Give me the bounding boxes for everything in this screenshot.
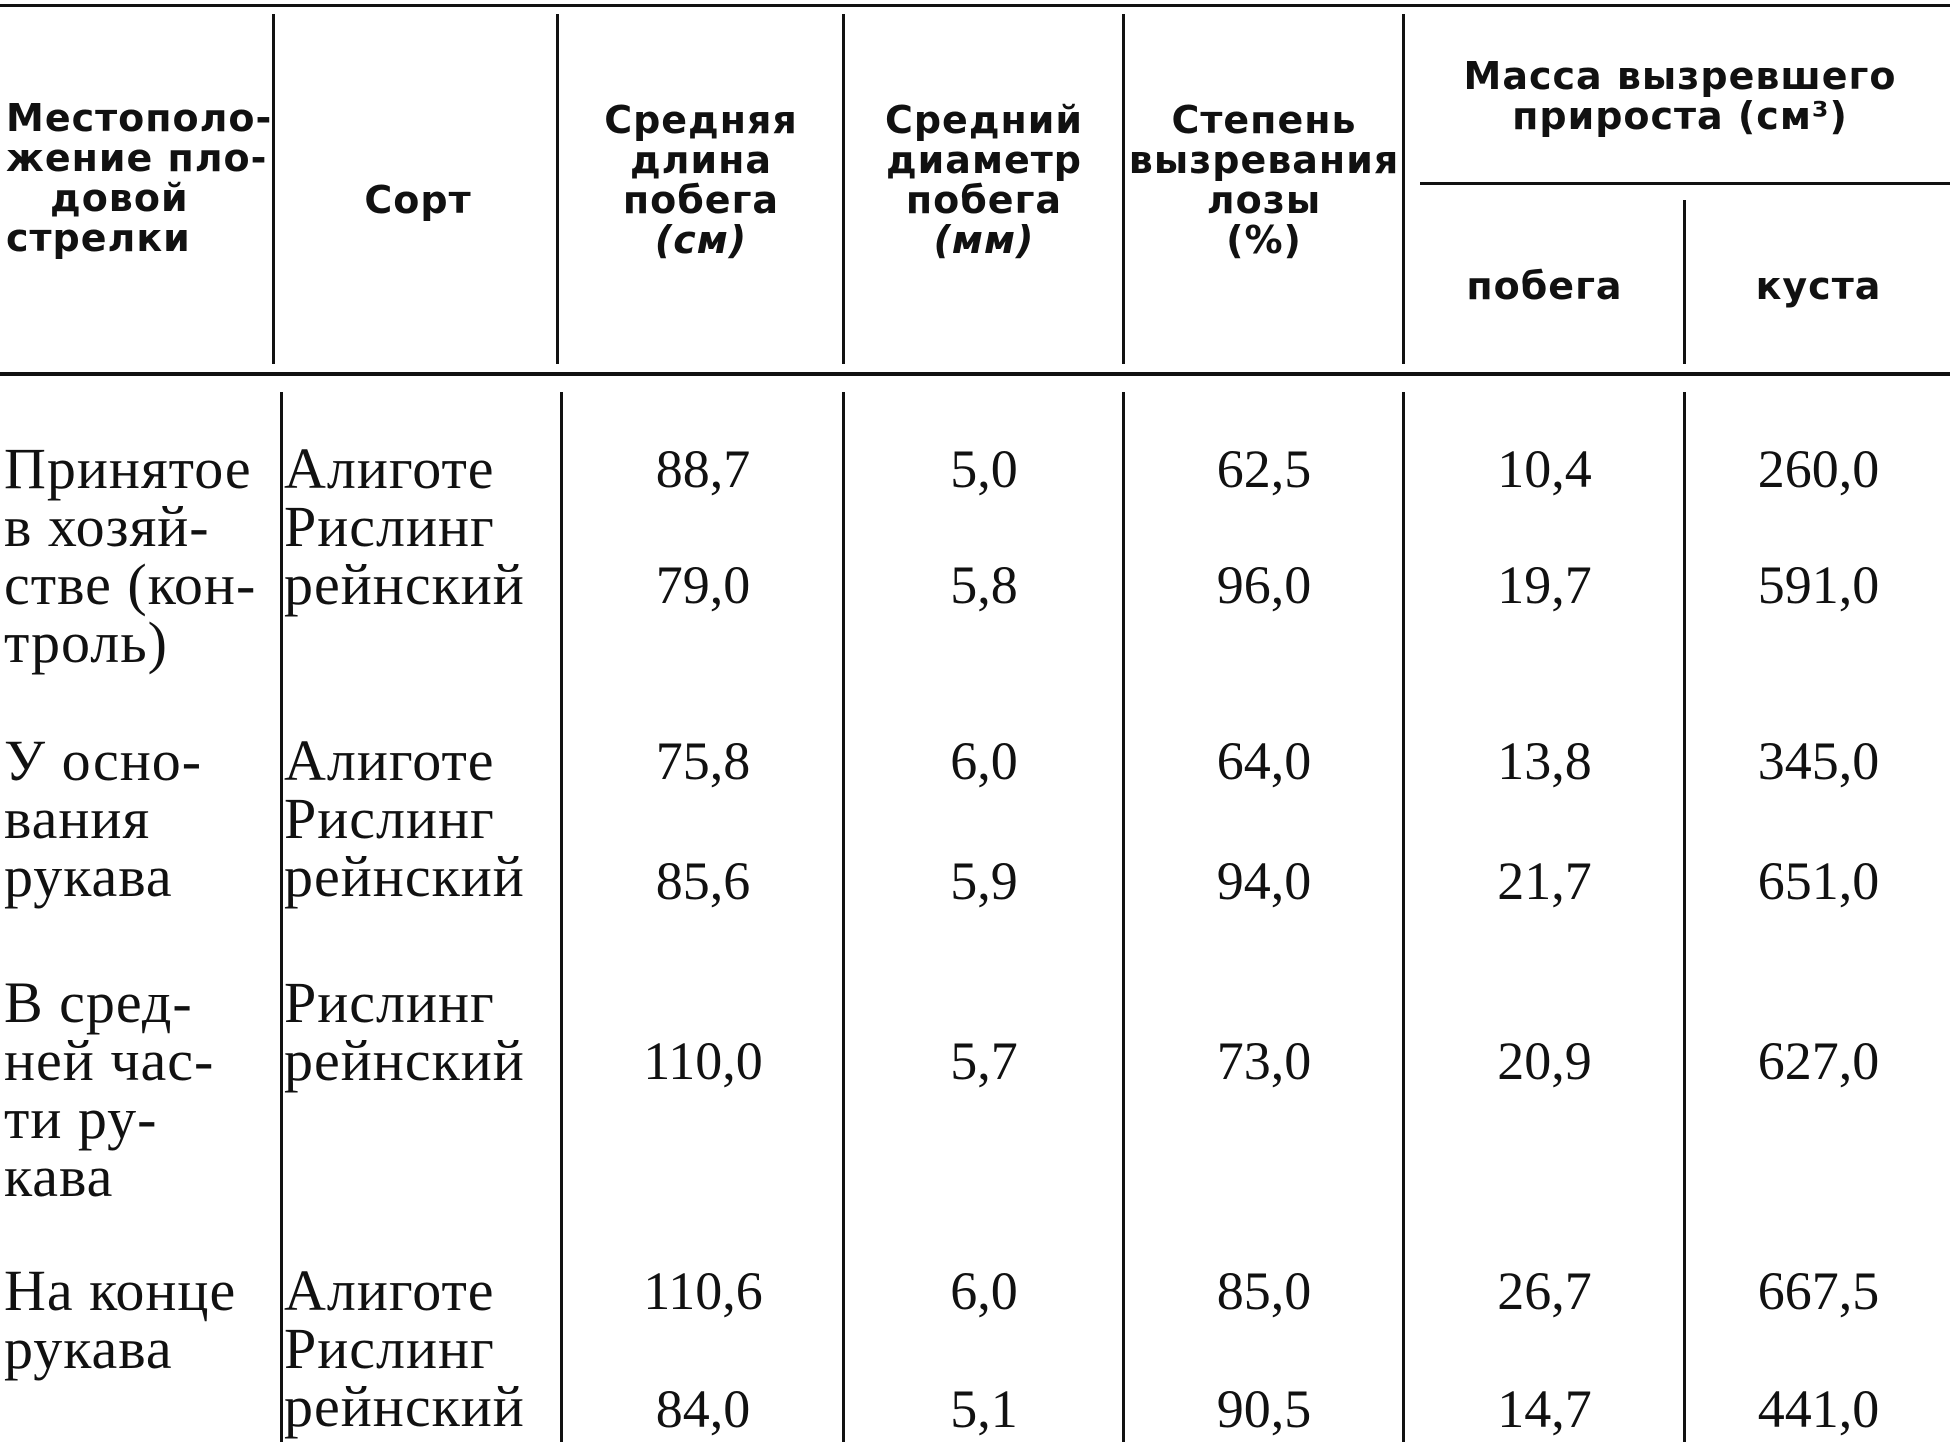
table-cell: 10,4 — [1497, 439, 1592, 499]
header-avg-length: Средняя длина побега (см) — [604, 98, 798, 262]
table-cell: 5,0 — [950, 439, 1018, 499]
table-cell: 5,8 — [950, 555, 1018, 615]
row4-variety: Алиготе Рислинг рейнский — [284, 1258, 525, 1439]
row4-location: На конце рукава — [4, 1258, 237, 1381]
table-cell: 6,0 — [950, 1261, 1018, 1321]
table-cell: 627,0 — [1757, 1031, 1880, 1091]
table-cell: 79,0 — [655, 555, 751, 615]
table-cell: 441,0 — [1757, 1379, 1880, 1439]
table-cell: 260,0 — [1757, 439, 1880, 499]
header-avg-diameter: Средний диаметр побега (мм) — [884, 98, 1084, 262]
row1-variety: Алиготе Рислинг рейнский — [284, 436, 525, 617]
table-cell: 94,0 — [1216, 851, 1312, 911]
table-cell: 21,7 — [1497, 851, 1592, 911]
header-ripening-degree: Степень вызревания лозы (%) — [1128, 98, 1400, 262]
table-cell: 26,7 — [1497, 1261, 1592, 1321]
table-cell: 88,7 — [655, 439, 751, 499]
table-cell: 667,5 — [1757, 1261, 1880, 1321]
table-cell: 20,9 — [1497, 1031, 1592, 1091]
table-cell: 96,0 — [1216, 555, 1312, 615]
body-sep-3 — [842, 392, 845, 1442]
header-variety: Сорт — [364, 178, 472, 222]
row2-location: У осно- вания рукава — [4, 728, 203, 909]
table-cell: 62,5 — [1216, 439, 1312, 499]
header-mass-shoot: побега — [1466, 264, 1623, 308]
row3-variety: Рислинг рейнский — [284, 970, 525, 1093]
table-cell: 73,0 — [1216, 1031, 1312, 1091]
table-cell: 591,0 — [1757, 555, 1880, 615]
header-sep-2 — [556, 14, 559, 364]
header-sep-1 — [272, 14, 275, 364]
table-cell: 64,0 — [1216, 731, 1312, 791]
table-cell: 5,1 — [950, 1379, 1018, 1439]
header-bottom-rule — [0, 372, 1950, 376]
table-cell: 5,9 — [950, 851, 1018, 911]
table-cell: 85,6 — [655, 851, 751, 911]
body-sep-1 — [280, 392, 283, 1442]
row1-location: Принятое в хозяй- стве (кон- троль) — [4, 436, 257, 675]
body-sep-4 — [1122, 392, 1125, 1442]
table-cell: 14,7 — [1497, 1379, 1592, 1439]
table-cell: 110,6 — [643, 1261, 763, 1321]
body-sep-6 — [1683, 392, 1686, 1442]
table-cell: 75,8 — [655, 731, 751, 791]
header-sep-6 — [1683, 200, 1686, 364]
header-mass-bush: куста — [1755, 264, 1882, 308]
table-cell: 90,5 — [1216, 1379, 1312, 1439]
body-sep-2 — [560, 392, 563, 1442]
table-cell: 651,0 — [1757, 851, 1880, 911]
table-cell: 6,0 — [950, 731, 1018, 791]
table-cell: 110,0 — [643, 1031, 763, 1091]
row3-location: В сред- ней час- ти ру- кава — [4, 970, 215, 1209]
table-cell: 85,0 — [1216, 1261, 1312, 1321]
table-cell: 84,0 — [655, 1379, 751, 1439]
top-rule — [0, 4, 1950, 7]
body-sep-5 — [1402, 392, 1405, 1442]
row2-variety: Алиготе Рислинг рейнский — [284, 728, 525, 909]
header-sep-3 — [842, 14, 845, 364]
table-cell: 19,7 — [1497, 555, 1592, 615]
header-mass-group: Масса вызревшего прироста (см³) — [1463, 54, 1897, 138]
table-cell: 345,0 — [1757, 731, 1880, 791]
header-location: Местополо- жение пло- довой стрелки — [6, 96, 273, 260]
table-cell: 13,8 — [1497, 731, 1592, 791]
table-cell: 5,7 — [950, 1031, 1018, 1091]
group-rule — [1420, 182, 1950, 185]
